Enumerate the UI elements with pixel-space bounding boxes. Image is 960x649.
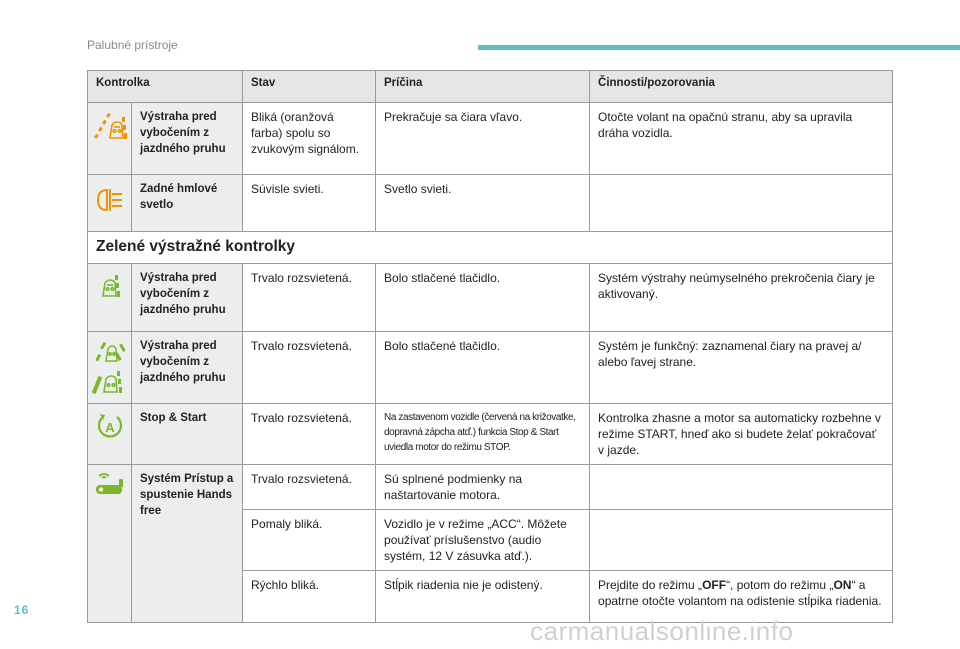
indicator-name: Zadné hmlové svetlo: [132, 175, 243, 232]
watermark: carmanualsonline.info: [530, 616, 794, 646]
action-cell: Kontrolka zhasne a motor sa automaticky rozbehne v režime START, hneď ako si budete želať pokračovať v jazde.: [590, 404, 893, 465]
lane-departure-green-icon: [88, 264, 132, 332]
action-text-mid: “, potom do režimu „: [726, 578, 834, 592]
table-row: [88, 264, 893, 332]
cause-cell: Bolo stlačené tlačidlo.: [376, 332, 590, 404]
col-header-action: Činnosti/pozorovania: [590, 71, 893, 103]
table-row: [88, 103, 893, 175]
state-cell: Súvisle svieti.: [243, 175, 376, 232]
indicator-name: Stop & Start: [132, 404, 243, 465]
action-text-post: “ a opatrne otočte volantom na odistenie stĺpika riadenia.: [598, 578, 882, 608]
state-cell: Pomaly bliká.: [243, 510, 376, 571]
action-off-mode: OFF: [702, 578, 727, 592]
cause-cell: Prekračuje sa čiara vľavo.: [376, 103, 590, 175]
indicator-name: Výstraha pred vybočením z jazdného pruhu: [132, 264, 243, 332]
state-cell: Bliká (oranžová farba) spolu so zvukovým signálom.: [243, 103, 376, 175]
stop-start-icon: [88, 404, 132, 465]
action-cell: Systém je funkčný: zaznamenal čiary na pravej a/ alebo ľavej strane.: [590, 332, 893, 404]
cause-cell: Stĺpik riadenia nie je odistený.: [376, 571, 590, 623]
action-on-mode: ON: [833, 578, 852, 592]
indicator-table: [87, 70, 893, 623]
action-cell: [590, 571, 893, 623]
indicator-name: Výstraha pred vybočením z jazdného pruhu: [132, 103, 243, 175]
state-cell: Rýchlo bliká.: [243, 571, 376, 623]
indicator-name: Výstraha pred vybočením z jazdného pruhu: [132, 332, 243, 404]
hands-free-key-icon: [88, 465, 132, 623]
cause-cell: Svetlo svieti.: [376, 175, 590, 232]
svg-text:A: A: [105, 420, 115, 435]
cause-cell: Sú splnené podmienky na naštartovanie motora.: [376, 465, 590, 510]
state-cell: Trvalo rozsvietená.: [243, 264, 376, 332]
table-row: [88, 175, 893, 232]
table-row: [88, 404, 893, 465]
state-cell: Trvalo rozsvietená.: [243, 465, 376, 510]
section-title: Zelené výstražné kontrolky: [88, 232, 893, 264]
col-header-state: Stav: [243, 71, 376, 103]
indicator-name: Systém Prístup a spustenie Hands free: [132, 465, 243, 623]
page-header-title: Palubné prístroje: [87, 38, 178, 52]
action-cell: Otočte volant na opačnú stranu, aby sa upravila dráha vozidla.: [590, 103, 893, 175]
table-row: [88, 332, 893, 404]
page-number: 16: [14, 603, 30, 617]
rear-fog-light-icon: [88, 175, 132, 232]
col-header-indicator: Kontrolka: [88, 71, 243, 103]
state-cell: Trvalo rozsvietená.: [243, 332, 376, 404]
action-cell: [590, 465, 893, 510]
action-cell: Systém výstrahy neúmyselného prekročenia čiary je aktivovaný.: [590, 264, 893, 332]
header-accent-bar: [478, 45, 960, 50]
action-cell: [590, 510, 893, 571]
action-text-pre: Prejdite do režimu „: [598, 578, 703, 592]
cause-cell: Bolo stlačené tlačidlo.: [376, 264, 590, 332]
state-cell: Trvalo rozsvietená.: [243, 404, 376, 465]
table-row: [88, 465, 893, 510]
cause-cell: Na zastavenom vozidle (červená na križovatke, dopravná zápcha atď.) funkcia Stop & Start uviedla motor do režimu STOP.: [376, 404, 590, 465]
action-cell: [590, 175, 893, 232]
cause-cell: Vozidlo je v režime „ACC“. Môžete používať príslušenstvo (audio systém, 12 V zásuvka atď.).: [376, 510, 590, 571]
section-row: [88, 232, 893, 264]
lane-departure-orange-icon: [88, 103, 132, 175]
col-header-cause: Príčina: [376, 71, 590, 103]
lane-departure-lines-green-icon: [88, 332, 132, 404]
table-header-row: [88, 71, 893, 103]
